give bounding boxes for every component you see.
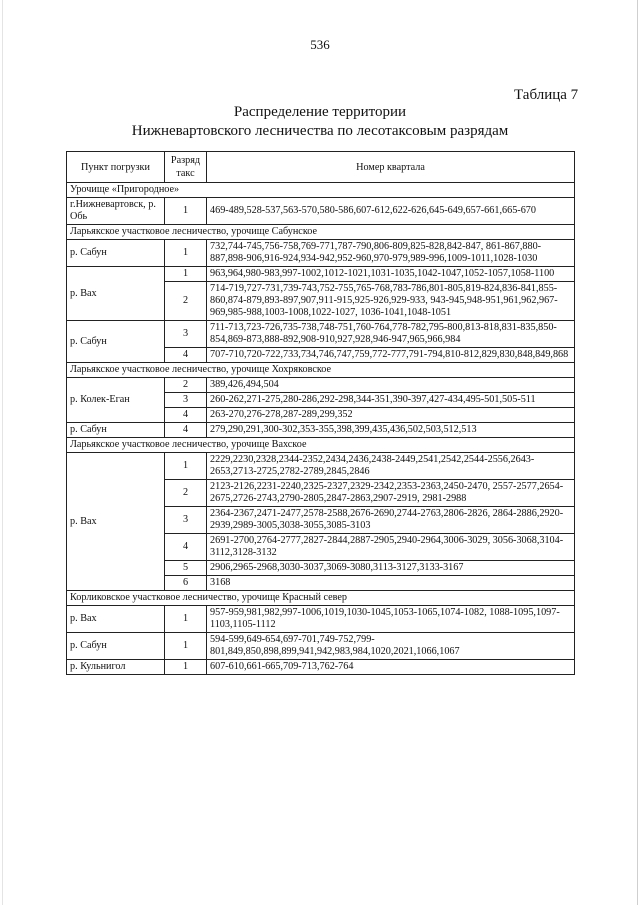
table-row	[67, 321, 575, 348]
quarter-numbers-cell: 711-713,723-726,735-738,748-751,760-764,778-782,795-800,813-818,831-835,850-854,869-873,888-892,908-910,927,928,946-947,965,966,984	[207, 321, 575, 348]
table-row	[67, 267, 575, 282]
quarter-numbers-cell: 594-599,649-654,697-701,749-752,799-801,849,850,898,899,941,942,983,984,1020,2021,1066,1067	[207, 633, 575, 660]
table-body	[67, 183, 575, 675]
quarter-numbers-cell: 389,426,494,504	[207, 378, 575, 393]
table-label: Таблица 7	[514, 87, 579, 103]
tax-grade-cell: 1	[165, 660, 207, 675]
loading-point-cell: г.Нижневартовск, р. Обь	[67, 198, 165, 225]
tax-grade-cell: 4	[165, 408, 207, 423]
quarter-numbers-cell: 2364-2367,2471-2477,2578-2588,2676-2690,2744-2763,2806-2826, 2864-2886,2920-2939,2989-3005,3038-3055,3085-3103	[207, 507, 575, 534]
tax-grade-cell: 5	[165, 561, 207, 576]
page-number: 536	[310, 37, 330, 52]
quarter-numbers-cell: 963,964,980-983,997-1002,1012-1021,1031-1035,1042-1047,1052-1057,1058-1100	[207, 267, 575, 282]
loading-point-cell: р. Сабун	[67, 423, 165, 438]
tax-grade-cell: 1	[165, 453, 207, 480]
tax-grade-cell: 1	[165, 240, 207, 267]
tax-grade-cell: 3	[165, 393, 207, 408]
loading-point-cell: р. Кульнигол	[67, 660, 165, 675]
tax-grade-cell: 3	[165, 321, 207, 348]
tax-grade-cell: 1	[165, 606, 207, 633]
table-row	[67, 660, 575, 675]
section-title: Ларьякское участковое лесничество, урочище Хохряковское	[67, 363, 575, 378]
table-row	[67, 378, 575, 393]
loading-point-cell: р. Вах	[67, 267, 165, 321]
quarter-numbers-cell: 2229,2230,2328,2344-2352,2434,2436,2438-2449,2541,2542,2544-2556,2643-2653,2713-2725,2782-2789,2845,2846	[207, 453, 575, 480]
title-line-2: Нижневартовского лесничества по лесотаксовым разрядам	[131, 123, 509, 139]
section-title: Урочище «Пригородное»	[67, 183, 575, 198]
section-row	[67, 225, 575, 240]
tax-grade-cell: 1	[165, 267, 207, 282]
quarter-numbers-cell: 3168	[207, 576, 575, 591]
section-row	[67, 183, 575, 198]
tax-grade-cell: 4	[165, 534, 207, 561]
quarter-numbers-cell: 732,744-745,756-758,769-771,787-790,806-809,825-828,842-847, 861-867,880-887,898-906,916-924,934-942,952-960,970-979,989-996,1009-1011,1028-1030	[207, 240, 575, 267]
loading-point-cell: р. Сабун	[67, 633, 165, 660]
table-row	[67, 606, 575, 633]
table-row	[67, 423, 575, 438]
quarter-numbers-cell: 607-610,661-665,709-713,762-764	[207, 660, 575, 675]
quarter-numbers-cell: 260-262,271-275,280-286,292-298,344-351,390-397,427-434,495-501,505-511	[207, 393, 575, 408]
quarter-numbers-cell: 957-959,981,982,997-1006,1019,1030-1045,1053-1065,1074-1082, 1088-1095,1097-1103,1105-1112	[207, 606, 575, 633]
tax-grade-cell: 2	[165, 480, 207, 507]
tax-grade-cell: 4	[165, 423, 207, 438]
loading-point-cell: р. Колек-Еган	[67, 378, 165, 423]
document-title	[0, 103, 640, 141]
quarter-numbers-cell: 2123-2126,2231-2240,2325-2327,2329-2342,2353-2363,2450-2470, 2557-2577,2654-2675,2726-2743,2790-2805,2847-2863,2907-2919, 2981-2988	[207, 480, 575, 507]
section-title: Корликовское участковое лесничество, урочище Красный север	[67, 591, 575, 606]
quarter-numbers-cell: 263-270,276-278,287-289,299,352	[207, 408, 575, 423]
table-header-row	[67, 152, 575, 183]
loading-point-cell: р. Вах	[67, 453, 165, 591]
loading-point-cell: р. Сабун	[67, 321, 165, 363]
tax-grade-cell: 2	[165, 378, 207, 393]
tax-grade-cell: 2	[165, 282, 207, 321]
tax-grade-cell: 3	[165, 507, 207, 534]
section-row	[67, 438, 575, 453]
forest-tax-table	[66, 151, 575, 675]
table-row	[67, 633, 575, 660]
tax-grade-cell: 1	[165, 198, 207, 225]
header-point: Пункт погрузки	[67, 152, 165, 183]
table-row	[67, 240, 575, 267]
loading-point-cell: р. Вах	[67, 606, 165, 633]
tax-grade-cell: 1	[165, 633, 207, 660]
tax-grade-cell: 4	[165, 348, 207, 363]
quarter-numbers-cell: 2906,2965-2968,3030-3037,3069-3080,3113-3127,3133-3167	[207, 561, 575, 576]
section-title: Ларьякское участковое лесничество, урочище Сабунское	[67, 225, 575, 240]
section-row	[67, 591, 575, 606]
quarter-numbers-cell: 707-710,720-722,733,734,746,747,759,772-777,791-794,810-812,829,830,848,849,868	[207, 348, 575, 363]
quarter-numbers-cell: 2691-2700,2764-2777,2827-2844,2887-2905,2940-2964,3006-3029, 3056-3068,3104-3112,3128-3132	[207, 534, 575, 561]
section-row	[67, 363, 575, 378]
title-line-1: Распределение территории	[233, 104, 407, 120]
table-row	[67, 198, 575, 225]
header-grade: Разряд такс	[165, 152, 207, 183]
section-title: Ларьякское участковое лесничество, урочище Вахское	[67, 438, 575, 453]
quarter-numbers-cell: 469-489,528-537,563-570,580-586,607-612,622-626,645-649,657-661,665-670	[207, 198, 575, 225]
quarter-numbers-cell: 279,290,291,300-302,353-355,398,399,435,436,502,503,512,513	[207, 423, 575, 438]
loading-point-cell: р. Сабун	[67, 240, 165, 267]
quarter-numbers-cell: 714-719,727-731,739-743,752-755,765-768,783-786,801-805,819-824,836-841,855-860,874-879,893-897,907,911-915,925-926,929-933, 943-945,948-951,961,962,967-969,985-988,1003-1008,1022-1027, 1036-1041,1048-1051	[207, 282, 575, 321]
header-quarter: Номер квартала	[207, 152, 575, 183]
table-row	[67, 453, 575, 480]
tax-grade-cell: 6	[165, 576, 207, 591]
